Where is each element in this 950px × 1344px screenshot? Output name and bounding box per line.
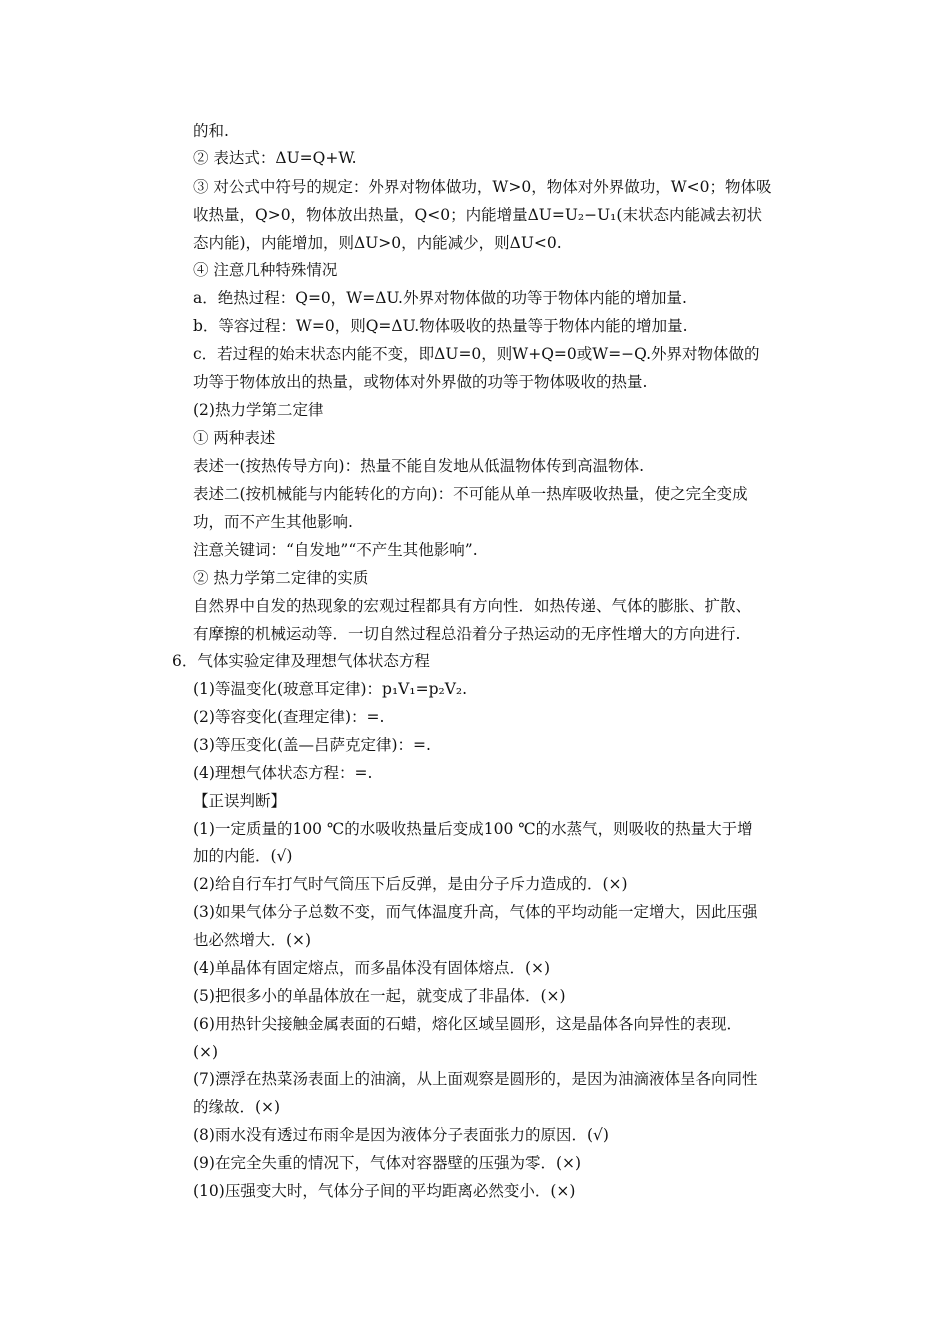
text-line: (7)漂浮在热菜汤表面上的油滴，从上面观察是圆形的，是因为油滴液体呈各向同性 [193,1070,758,1088]
text-line: 表述二(按机械能与内能转化的方向)：不可能从单一热库吸收热量，使之完全变成 [193,485,748,503]
section-heading: (2)热力学第二定律 [193,401,324,419]
text-line: ② 表达式：ΔU=Q+W. [193,149,357,167]
text-line: 自然界中自发的热现象的宏观过程都具有方向性．如热传递、气体的膨胀、扩散、 [193,597,752,615]
text-line: (3)如果气体分子总数不变，而气体温度升高，气体的平均动能一定增大，因此压强 [193,903,758,921]
section-heading: 6．气体实验定律及理想气体状态方程 [172,652,430,670]
text-line: (×) [193,1043,219,1061]
text-line: (4)单晶体有固定熔点，而多晶体没有固体熔点．(×) [193,959,551,977]
text-line: ③ 对公式中符号的规定：外界对物体做功，W>0，物体对外界做功，W<0；物体吸 [193,178,772,196]
text-line: (8)雨水没有透过布雨伞是因为液体分子表面张力的原因．(√) [193,1126,609,1144]
text-line: (6)用热针尖接触金属表面的石蜡，熔化区域呈圆形，这是晶体各向异性的表现． [193,1015,742,1033]
text-line: 有摩擦的机械运动等．一切自然过程总沿着分子热运动的无序性增大的方向进行. [193,625,741,643]
text-line: 的缘故．(×) [193,1098,281,1116]
text-line: (4)理想气体状态方程：=. [193,764,373,782]
text-line: (10)压强变大时，气体分子间的平均距离必然变小．(×) [193,1182,576,1200]
text-line: 表述一(按热传导方向)：热量不能自发地从低温物体传到高温物体. [193,457,645,475]
text-line: ② 热力学第二定律的实质 [193,569,369,587]
text-line: a．绝热过程：Q=0，W=ΔU.外界对物体做的功等于物体内能的增加量. [193,289,687,307]
text-line: (3)等压变化(盖—吕萨克定律)：=. [193,736,431,754]
text-line: (1)等温变化(玻意耳定律)：p₁V₁=p₂V₂. [193,680,468,698]
text-line: 注意关键词：“自发地”“不产生其他影响”. [193,541,478,559]
text-line: c．若过程的始末状态内能不变，即ΔU=0，则W+Q=0或W=−Q.外界对物体做的 [193,345,760,363]
text-line: 功等于物体放出的热量，或物体对外界做的功等于物体吸收的热量. [193,373,648,391]
text-line: 也必然增大．(×) [193,931,312,949]
text-line: 态内能)，内能增加，则ΔU>0，内能减少，则ΔU<0. [193,234,562,252]
judgement-heading: 【正误判断】 [193,792,287,810]
text-line: (9)在完全失重的情况下，气体对容器壁的压强为零．(×) [193,1154,582,1172]
text-line: (1)一定质量的100 ℃的水吸收热量后变成100 ℃的水蒸气，则吸收的热量大于增 [193,820,753,838]
text-line: 功，而不产生其他影响. [193,513,353,531]
text-line: (5)把很多小的单晶体放在一起，就变成了非晶体．(×) [193,987,566,1005]
text-line: ④ 注意几种特殊情况 [193,261,338,279]
text-line: 的和. [193,122,229,140]
text-line: 收热量，Q>0，物体放出热量，Q<0；内能增量ΔU=U₂−U₁(末状态内能减去初状 [193,206,762,224]
text-line: 加的内能．(√) [193,847,293,865]
text-line: ① 两种表述 [193,429,276,447]
text-line: (2)等容变化(查理定律)：=. [193,708,385,726]
text-line: (2)给自行车打气时气筒压下后反弹，是由分子斥力造成的．(×) [193,875,628,893]
text-line: b．等容过程：W=0，则Q=ΔU.物体吸收的热量等于物体内能的增加量. [193,317,688,335]
